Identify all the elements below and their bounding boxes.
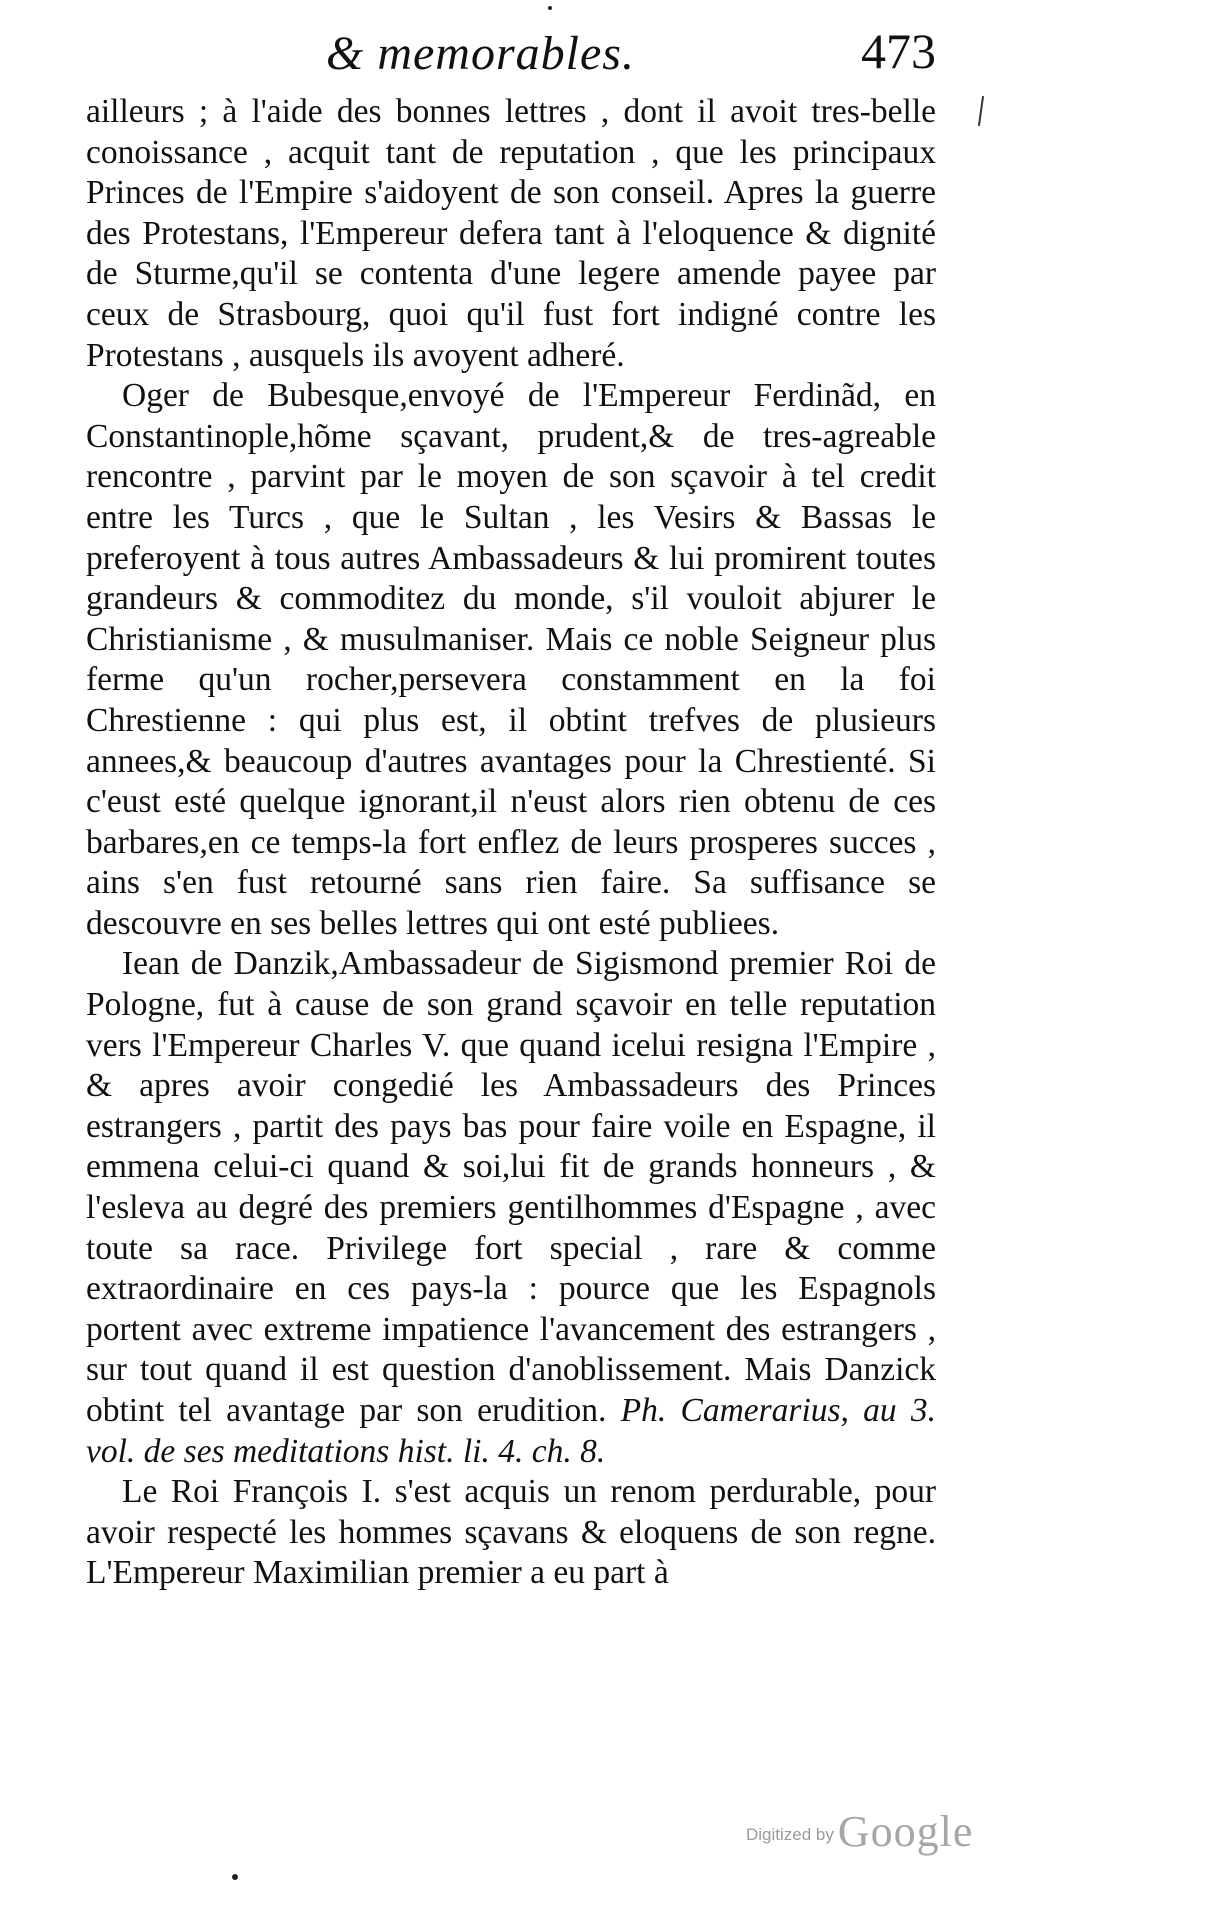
citation: Ph. Camerarius, au 3. vol. de ses meditations hist. li. 4. ch. 8. [86,1392,937,1470]
paragraph-sturm: ailleurs ; à l'aide des bonnes lettres , dont il avoit tres-belle conoissance , acquit tant de reputation , que les principaux Princes de l'Empire s'aidoyent de son conseil. Apres la guerre des Protestans, l'Empereur defera tant à l'eloquence & dignité de Sturme,qu'il se contenta d'une legere amende payee par ceux de Strasbourg, quoi qu'il fust fort indigné contre les Protestans , ausquels ils avoyent adheré. [86,93,936,374]
body-text [86,92,936,1594]
paragraph-bubesque: Oger de Bubesque,envoyé de l'Empereur Ferdinãd, en Constantinople,hõme sçavant, prudent,& de tres-agreable rencontre , parvint par le moyen de son sçavoir à tel credit entre les Turcs , que le Sultan , les Vesirs & Bassas le preferoyent à tous autres Ambassadeurs & lui promirent toutes grandeurs & commoditez du monde, s'il vouloit abjurer le Christianisme , & musulmaniser. Mais ce noble Seigneur plus ferme qu'un rocher,persevera constamment en la foi Chrestienne : qui plus est, il obtint trefves de plusieurs annees,& beaucoup d'autres avantages pour la Chrestienté. Si c'eust esté quelque ignorant,il n'eust alors rien obtenu de ces barbares,en ce temps-la fort enflez de leurs prosperes succes , ains s'en fust retourné sans rien faire. Sa suffisance se descouvre en ses belles lettres qui ont esté publiees. [86,377,936,942]
ink-speck [232,1874,238,1880]
running-title: & memorables. [326,27,635,80]
paragraph-danzik [86,944,936,1472]
paragraph-francois: Le Roi François I. s'est acquis un renom perdurable, pour avoir respecté les hommes sçavans & eloquens de son regne. L'Empereur Maximilian premier a eu part à [86,1473,936,1592]
ink-speck [548,6,552,10]
paragraph-danzik-text: Iean de Danzik,Ambassadeur de Sigismond premier Roi de Pologne, fut à cause de son grand sçavoir en telle reputation vers l'Empereur Charles V. que quand icelui resigna l'Empire , & apres avoir congedié les Ambassadeurs des Princes estrangers , partit des pays bas pour faire voile en Espagne, il emmena celui-ci quand & soi,lui fit de grands honneurs , & l'esleva au degré des premiers gentilhommes d'Espagne , avec toute sa race. Privilege fort special , rare & comme extraordinaire en ces pays-la : pource que les Espagnols portent avec extreme impatience l'avancement des estrangers , sur tout quand il est question d'anoblissement. Mais Danzick obtint tel avantage par son erudition. [86,945,936,1429]
watermark-small-text: Digitized by [746,1825,834,1844]
running-head [86,18,936,88]
watermark-logo-text: Google [837,1807,974,1856]
margin-mark [978,96,984,126]
digitization-watermark [746,1806,1006,1858]
page-number: 473 [861,23,936,79]
